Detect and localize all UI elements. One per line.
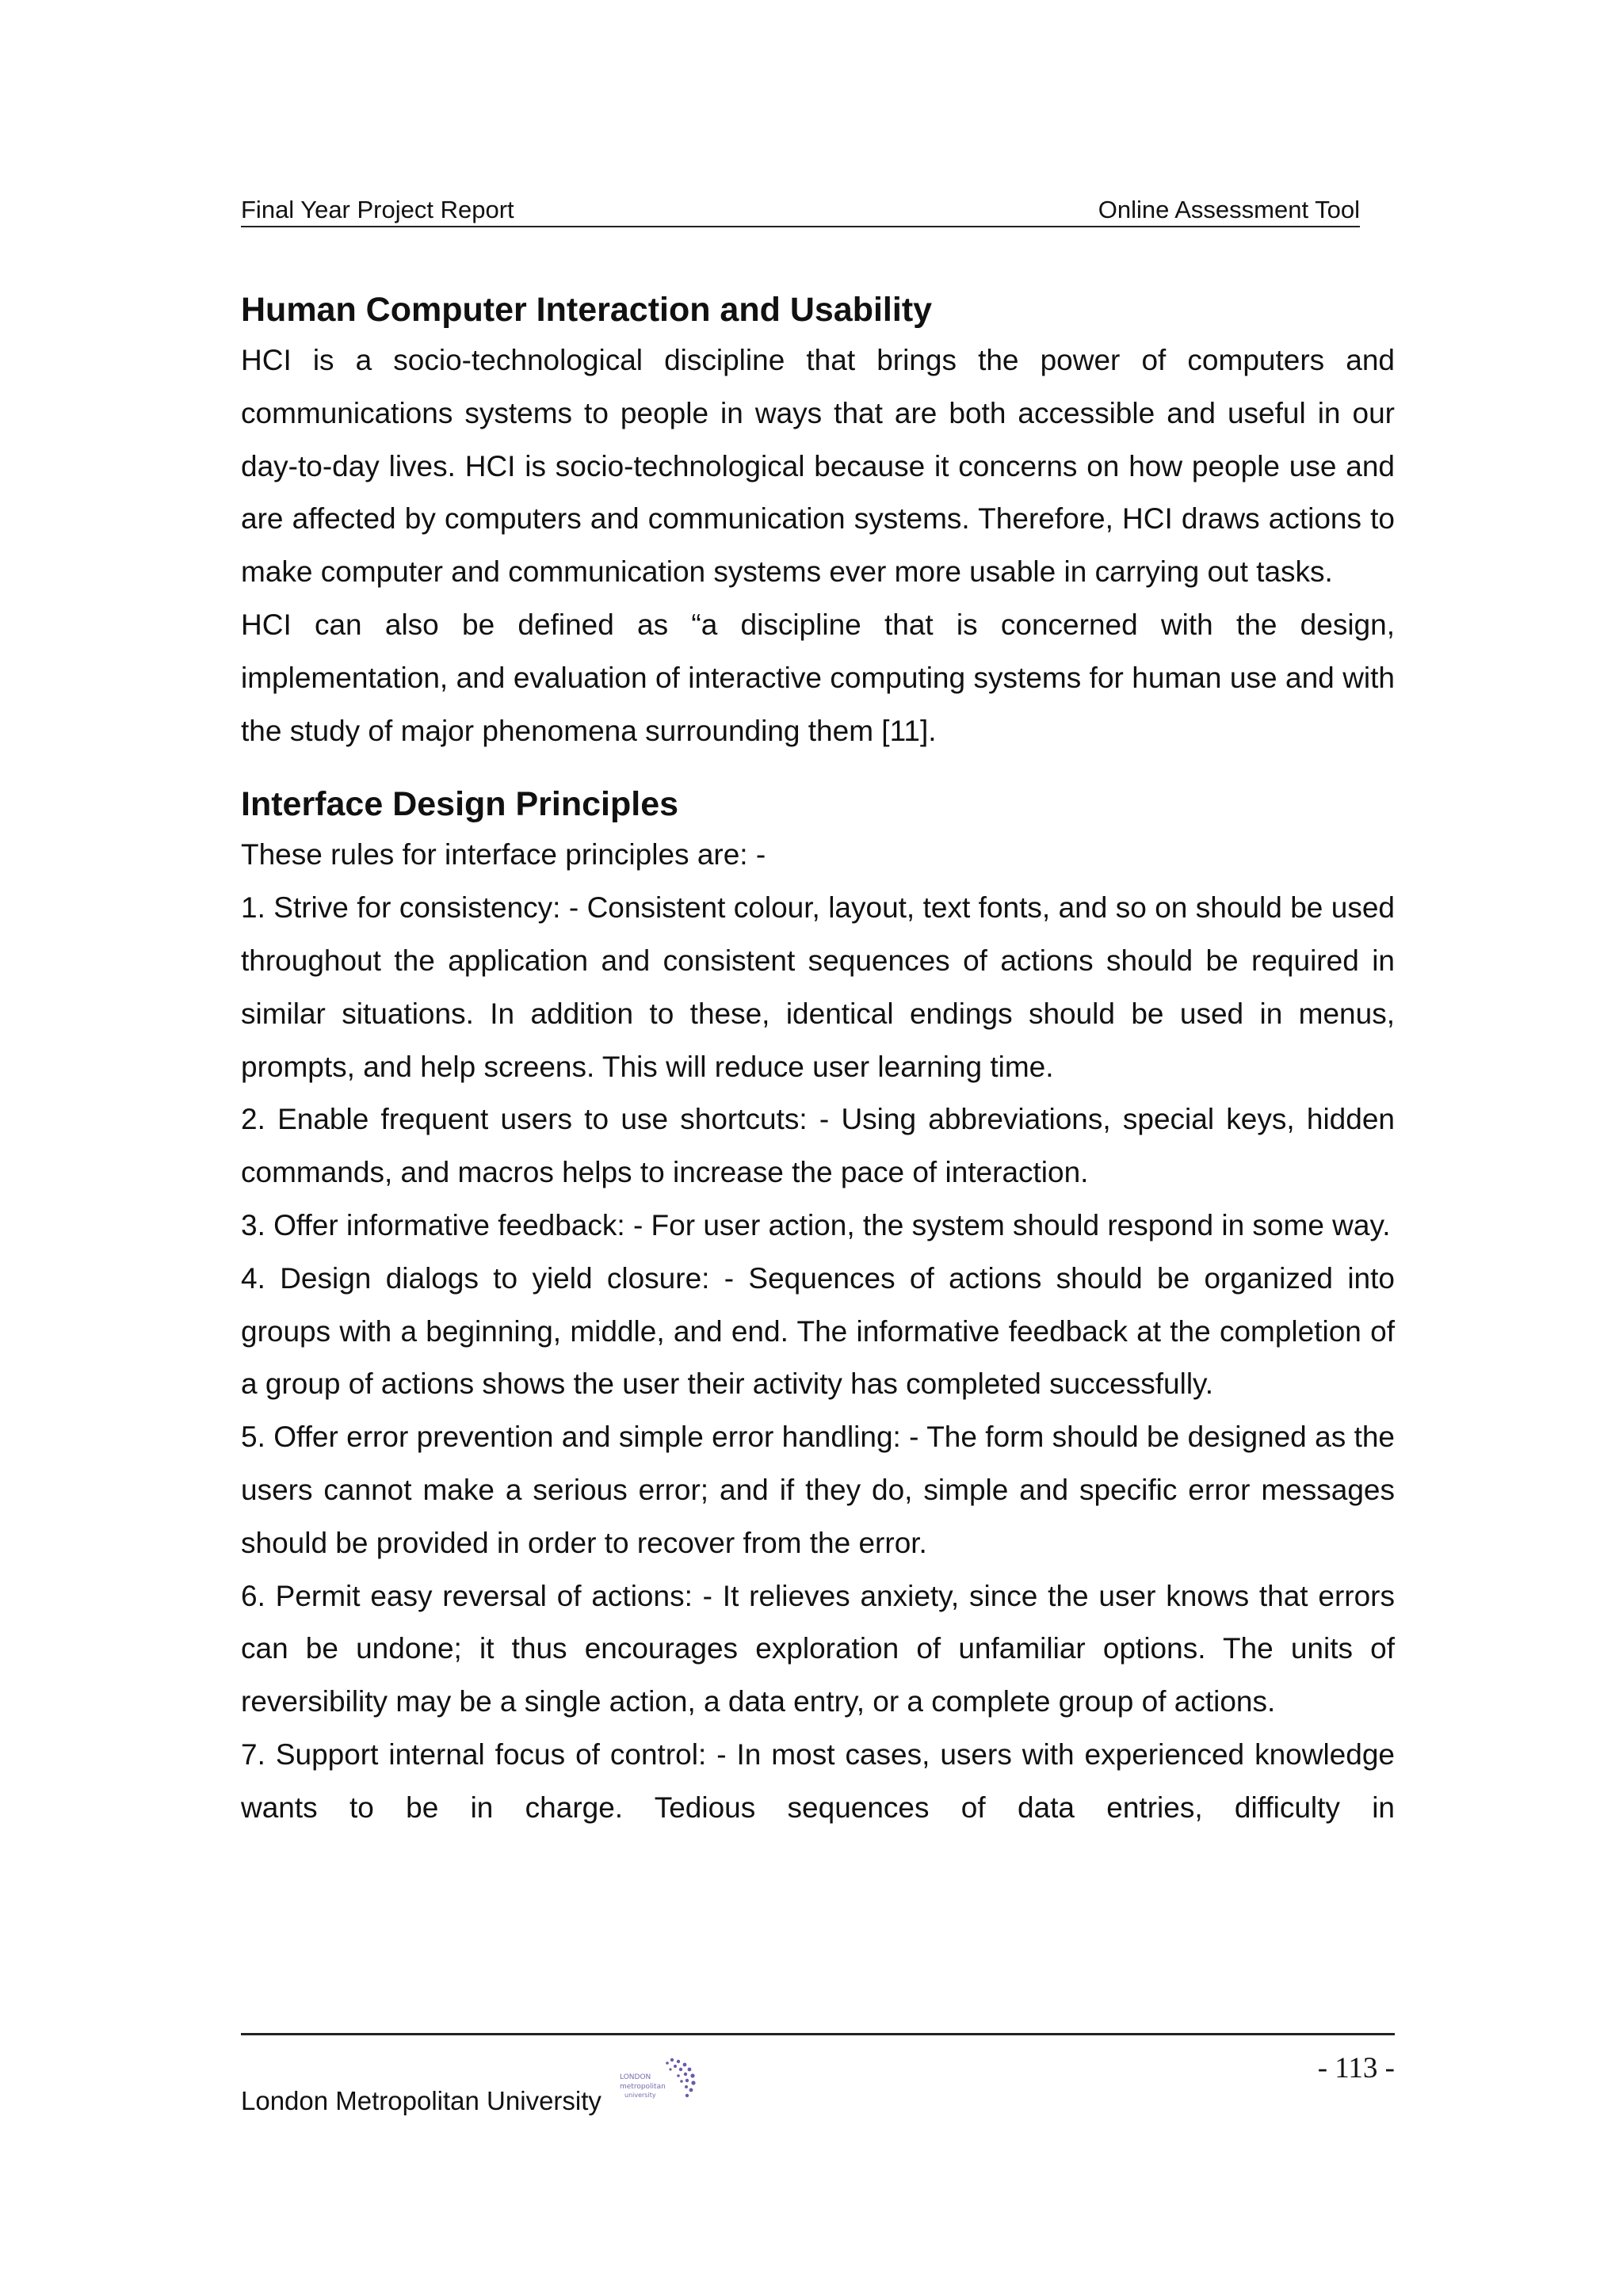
section-title-interface-design: Interface Design Principles bbox=[241, 785, 679, 824]
principle-item-5: 5. Offer error prevention and simple error handling: - The form should be designed as the users cannot make a serious error; and if they do, simple and specific error messages should be provided in order to recover from the error. bbox=[241, 1421, 1395, 1559]
principle-item-7: 7. Support internal focus of control: - In most cases, users with experienced knowledge wants to be in charge. Tedious sequences of data entries, difficulty in bbox=[241, 1737, 1395, 1824]
page-header bbox=[241, 194, 1360, 227]
principles-intro: These rules for interface principles are: - bbox=[241, 838, 766, 871]
svg-text:LONDON: LONDON bbox=[620, 2073, 651, 2081]
section-title-hci: Human Computer Interaction and Usability bbox=[241, 291, 933, 329]
footer-university: London Metropolitan University bbox=[241, 2086, 601, 2115]
footer-divider bbox=[241, 2033, 1395, 2035]
header-project-title: Online Assessment Tool bbox=[1098, 196, 1360, 223]
hci-paragraph-2: HCI can also be defined as “a discipline that is concerned with the design, implementation, and evaluation of interactive computing systems for human use and with the study of major phenomena surrounding them [11]. bbox=[241, 608, 1395, 747]
hci-paragraph-1: HCI is a socio-technological discipline that brings the power of computers and communications systems to people in ways that are both accessible and useful in our day-to-day lives. HCI is socio-technological because it concerns on how people use and are affected by computers and communication systems. Therefore, HCI draws actions to make computer and communication systems ever more usable in carrying out tasks. bbox=[241, 344, 1395, 589]
principle-item-2: 2. Enable frequent users to use shortcuts: - Using abbreviations, special keys, hidden commands, and macros helps to increase the pace of interaction. bbox=[241, 1103, 1395, 1189]
svg-text:university: university bbox=[624, 2092, 656, 2099]
page-number: - 113 - bbox=[1317, 2052, 1395, 2084]
main-content bbox=[241, 285, 1395, 1835]
svg-text:metropolitan: metropolitan bbox=[620, 2083, 666, 2091]
principle-item-6: 6. Permit easy reversal of actions: - It relieves anxiety, since the user knows that errors can be undone; it thus encourages exploration of unfamiliar options. The units of reversibility may be a single action, a data entry, or a complete group of actions. bbox=[241, 1579, 1395, 1718]
section-spacer bbox=[241, 757, 1395, 780]
principle-item-3: 3. Offer informative feedback: - For user action, the system should respond in some way. bbox=[241, 1208, 1391, 1241]
principle-item-4: 4. Design dialogs to yield closure: - Sequences of actions should be organized into groups with a beginning, middle, and end. The informative feedback at the completion of a group of actions shows the user their activity has completed successfully. bbox=[241, 1261, 1395, 1401]
header-report-title: Final Year Project Report bbox=[241, 196, 514, 223]
principle-item-1: 1. Strive for consistency: - Consistent colour, layout, text fonts, and so on should be used throughout the application and consistent sequences of actions should be required in similar situations. In addition to these, identical endings should be used in menus, prompts, and help screens. This will reduce user learning time. bbox=[241, 891, 1395, 1083]
london-metropolitan-university-logo-icon bbox=[618, 2055, 701, 2106]
